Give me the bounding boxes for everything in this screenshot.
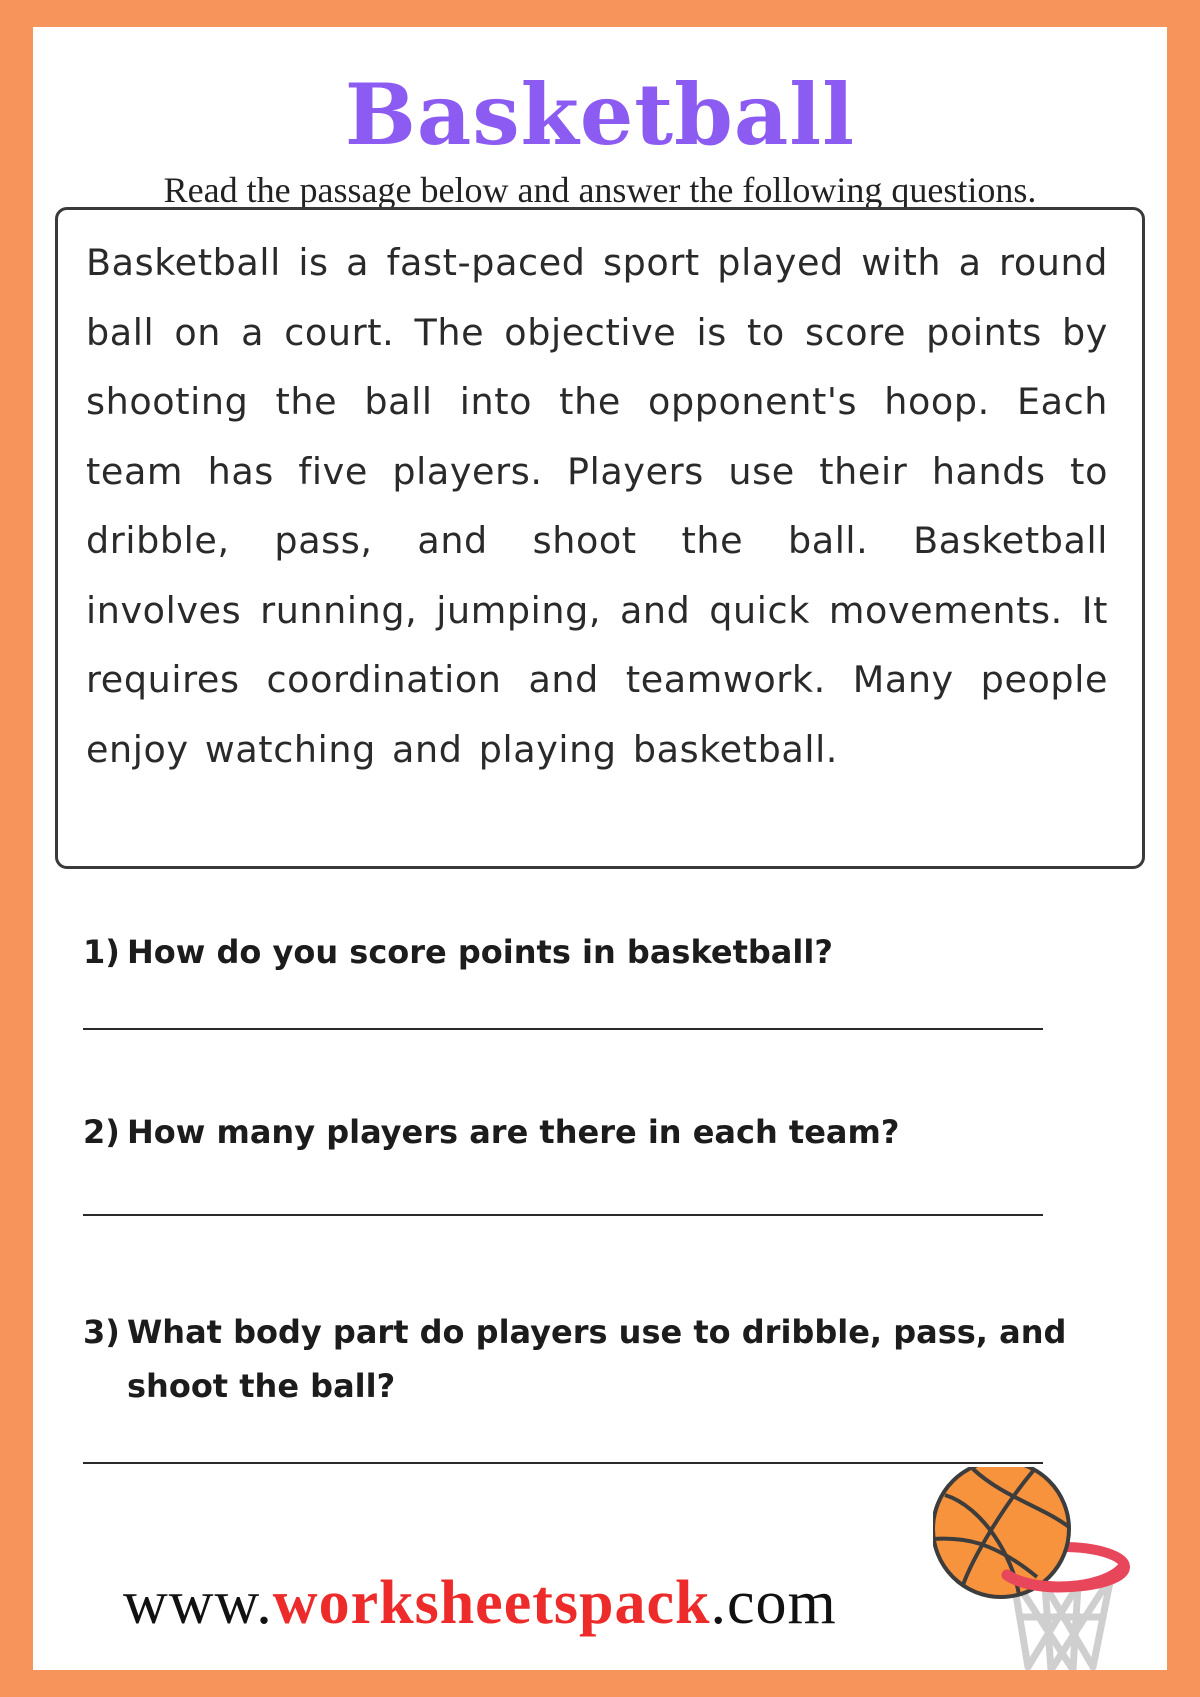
question-number: 2) <box>83 1113 120 1151</box>
worksheet-title: Basketball <box>344 65 856 164</box>
question-text: How many players are there in each team? <box>127 1113 900 1151</box>
url-brand: worksheetspack <box>272 1569 711 1637</box>
url-prefix: www. <box>123 1569 273 1637</box>
question-number: 1) <box>83 933 120 971</box>
question-2 <box>83 1105 1073 1159</box>
basketball-hoop-icon <box>933 1467 1167 1670</box>
answer-line-2[interactable] <box>83 1214 1043 1216</box>
reading-passage: Basketball is a fast-paced sport played with a round ball on a court. The objective is to score points by shooting the ball into the opponent's hoop. Each team has five players. Players use their hands to dribble, pass, and shoot the ball. Basketball involves running, jumping, and quick movements. It requires coordination and teamwork. Many people enjoy watching and playing basketball. <box>86 241 1108 771</box>
question-text: How do you score points in basketball? <box>127 933 833 971</box>
question-text: What body part do players use to dribble, pass, and shoot the ball? <box>127 1313 1067 1405</box>
question-3 <box>83 1305 1073 1413</box>
worksheet-page <box>33 27 1167 1670</box>
answer-line-1[interactable] <box>83 1028 1043 1030</box>
url-suffix: .com <box>710 1569 837 1637</box>
question-number: 3) <box>83 1313 120 1351</box>
instructions-text: Read the passage below and answer the following questions. <box>163 170 1037 210</box>
answer-line-3[interactable] <box>83 1462 1043 1464</box>
question-1 <box>83 925 1073 979</box>
website-url <box>123 1567 837 1639</box>
passage-box <box>55 207 1145 869</box>
